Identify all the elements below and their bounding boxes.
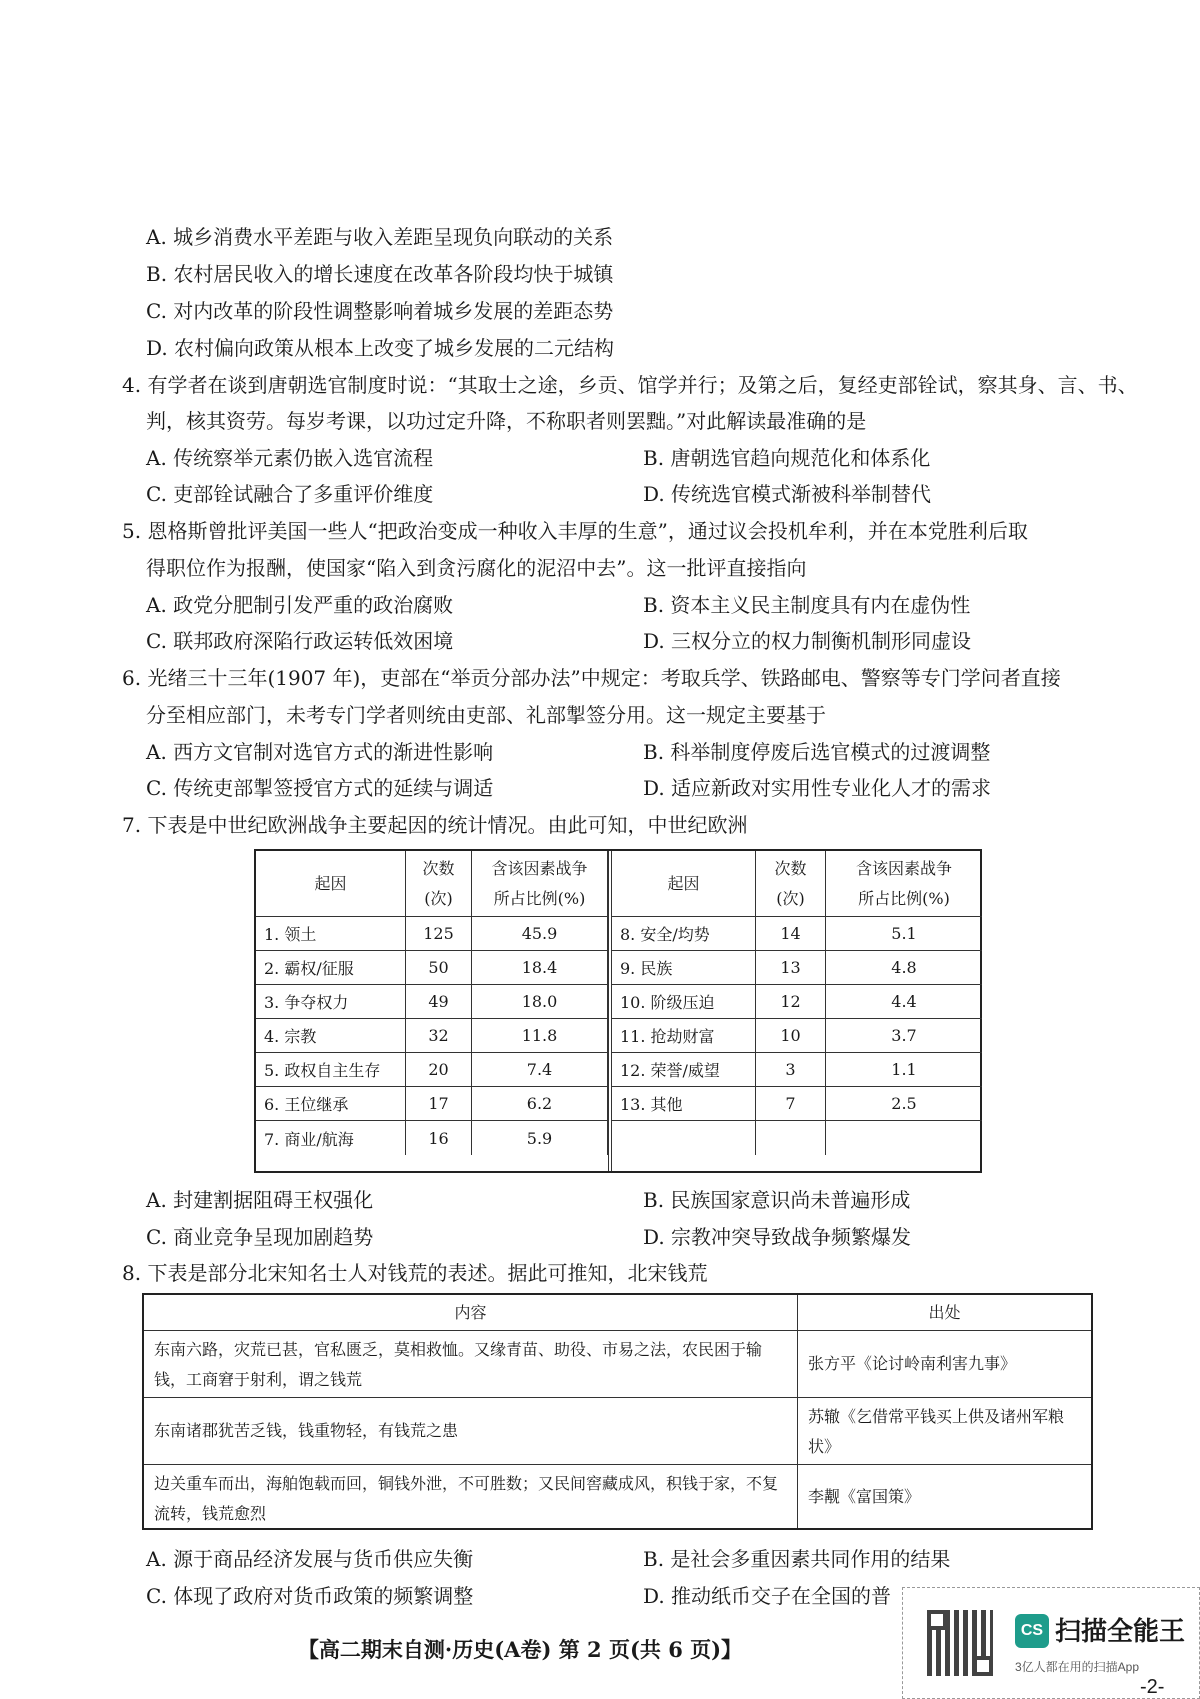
table-cell-count: 12	[756, 985, 826, 1019]
q4-stem-line-1: 4. 有学者在谈到唐朝选官制度时说：“其取士之途，乡贡、馆学并行；及第之后，复经吏部铨试，察其身、言、书、	[122, 373, 1138, 397]
camscanner-logo: CS	[1015, 1614, 1049, 1648]
q8-option-b: B. 是社会多重因素共同作用的结果	[643, 1547, 951, 1571]
table-cell-pct: 5.1	[826, 917, 982, 951]
table-cell-pct: 11.8	[472, 1019, 608, 1053]
q7-option-c: C. 商业竞争呈现加剧趋势	[146, 1225, 374, 1249]
table-cell-pct: 1.1	[826, 1053, 982, 1087]
q7-stem: 7. 下表是中世纪欧洲战争主要起因的统计情况。由此可知，中世纪欧洲	[122, 813, 748, 837]
col-header-pct: 含该因素战争 所占比例(%)	[472, 851, 608, 917]
table-right-half	[612, 851, 982, 1171]
table-cell-cause: 13. 其他	[612, 1087, 756, 1121]
table-cell-pct: 2.5	[826, 1087, 982, 1121]
table-cell-count: 14	[756, 917, 826, 951]
table-cell-cause: 8. 安全/均势	[612, 917, 756, 951]
q3-option-b: B. 农村居民收入的增长速度在改革各阶段均快于城镇	[146, 262, 614, 286]
table-cell-cause: 2. 霸权/征服	[256, 951, 406, 985]
table-cell-cause: 3. 争夺权力	[256, 985, 406, 1019]
war-causes-table	[254, 849, 982, 1173]
table-cell-cause: 6. 王位继承	[256, 1087, 406, 1121]
q5-stem-line-1: 5. 恩格斯曾批评美国一些人“把政治变成一种收入丰厚的生意”，通过议会投机牟利，并在本党胜利后取	[122, 519, 1028, 543]
table-cell-count: 16	[406, 1121, 472, 1155]
table-cell-count: 3	[756, 1053, 826, 1087]
q7-option-a: A. 封建割据阻碍王权强化	[146, 1188, 374, 1212]
q4-option-d: D. 传统选官模式渐被科举制替代	[643, 482, 932, 506]
table-cell-count: 20	[406, 1053, 472, 1087]
table-cell-pct: 5.9	[472, 1121, 608, 1155]
q3-option-c: C. 对内改革的阶段性调整影响着城乡发展的差距态势	[146, 299, 614, 323]
table-cell-pct: 4.4	[826, 985, 982, 1019]
table-cell-cause: 4. 宗教	[256, 1019, 406, 1053]
table-cell-pct: 7.4	[472, 1053, 608, 1087]
table-row-source: 张方平《论讨岭南利害九事》	[798, 1331, 1091, 1398]
q6-option-a: A. 西方文官制对选官方式的渐进性影响	[146, 740, 494, 764]
table-row-source: 苏辙《乞借常平钱买上供及诸州军粮状》	[798, 1398, 1091, 1465]
money-shortage-table	[142, 1293, 1093, 1530]
table-left-half	[256, 851, 608, 1171]
table-cell-count: 10	[756, 1019, 826, 1053]
table-cell-cause: 9. 民族	[612, 951, 756, 985]
col-header-cause: 起因	[256, 851, 406, 917]
table-cell-count: 32	[406, 1019, 472, 1053]
table-cell-pct	[826, 1121, 982, 1155]
q5-option-d: D. 三权分立的权力制衡机制形同虚设	[643, 629, 972, 653]
table-cell-pct: 45.9	[472, 917, 608, 951]
table-cell-count: 50	[406, 951, 472, 985]
q6-option-b: B. 科举制度停废后选官模式的过渡调整	[643, 740, 991, 764]
table-cell-cause: 1. 领土	[256, 917, 406, 951]
table-cell-count: 17	[406, 1087, 472, 1121]
q6-stem-line-1: 6. 光绪三十三年(1907 年)，吏部在“举贡分部办法”中规定：考取兵学、铁路邮电、警察等专门学问者直接	[122, 666, 1061, 690]
table-cell-cause	[612, 1121, 756, 1155]
col-header-pct: 含该因素战争 所占比例(%)	[826, 851, 982, 917]
q6-option-d: D. 适应新政对实用性专业化人才的需求	[643, 776, 992, 800]
col-header-content: 内容	[144, 1295, 798, 1331]
q3-option-d: D. 农村偏向政策从根本上改变了城乡发展的二元结构	[146, 336, 615, 360]
table-cell-pct: 6.2	[472, 1087, 608, 1121]
table-cell-cause: 7. 商业/航海	[256, 1121, 406, 1155]
table-row-content: 东南诸郡犹苦乏钱，钱重物轻，有钱荒之患	[144, 1398, 798, 1465]
page-number-mark: -2-	[1140, 1676, 1165, 1698]
q8-option-a: A. 源于商品经济发展与货币供应失衡	[146, 1547, 474, 1571]
q4-option-a: A. 传统察举元素仍嵌入选官流程	[146, 446, 434, 470]
table-cell-count: 7	[756, 1087, 826, 1121]
table-cell-pct: 18.4	[472, 951, 608, 985]
q6-stem-line-2: 分至相应部门，未考专门学者则统由吏部、礼部掣签分用。这一规定主要基于	[146, 703, 826, 727]
table-cell-count: 125	[406, 917, 472, 951]
table-cell-count: 13	[756, 951, 826, 985]
table-row-content: 东南六路，灾荒已甚，官私匮乏，莫相救恤。又缘青苗、助役、市易之法，农民困于输钱，工商窘于射利，谓之钱荒	[144, 1331, 798, 1398]
q7-option-d: D. 宗教冲突导致战争频繁爆发	[643, 1225, 912, 1249]
table-cell-count	[756, 1121, 826, 1155]
table-cell-pct: 4.8	[826, 951, 982, 985]
qr-code-icon	[927, 1610, 993, 1676]
scanner-app-subtitle: 3亿人都在用的扫描App	[1015, 1660, 1140, 1674]
q7-option-b: B. 民族国家意识尚未普遍形成	[643, 1188, 911, 1212]
col-header-cause: 起因	[612, 851, 756, 917]
q5-option-a: A. 政党分肥制引发严重的政治腐败	[146, 593, 454, 617]
table-cell-pct: 18.0	[472, 985, 608, 1019]
table-cell-count: 49	[406, 985, 472, 1019]
q4-option-c: C. 吏部铨试融合了多重评价维度	[146, 482, 434, 506]
q5-option-b: B. 资本主义民主制度具有内在虚伪性	[643, 593, 971, 617]
table-cell-pct: 3.7	[826, 1019, 982, 1053]
page-footer: 【高二期末自测·历史(A卷) 第 2 页(共 6 页)】	[297, 1637, 743, 1662]
col-header-count: 次数 (次)	[756, 851, 826, 917]
col-header-count: 次数 (次)	[406, 851, 472, 917]
q4-stem-line-2: 判，核其资劳。每岁考课，以功过定升降，不称职者则罢黜。”对此解读最准确的是	[146, 409, 867, 433]
scanner-app-title: 扫描全能王	[1055, 1616, 1186, 1646]
table-row-source: 李觏《富国策》	[808, 1486, 921, 1506]
col-header-source: 出处	[798, 1295, 1091, 1331]
table-cell-cause: 5. 政权自主生存	[256, 1053, 406, 1087]
table-row-content: 边关重车而出，海舶饱载而回，铜钱外泄，不可胜数；又民间窖藏成风，积钱于家，不复流转，钱荒愈烈	[144, 1465, 798, 1528]
q6-option-c: C. 传统吏部掣签授官方式的延续与调适	[146, 776, 494, 800]
table-cell-cause: 10. 阶级压迫	[612, 985, 756, 1019]
q8-stem: 8. 下表是部分北宋知名士人对钱荒的表述。据此可推知，北宋钱荒	[122, 1261, 708, 1285]
q8-option-d: D. 推动纸币交子在全国的普	[643, 1584, 892, 1608]
table-cell-cause: 11. 抢劫财富	[612, 1019, 756, 1053]
q5-option-c: C. 联邦政府深陷行政运转低效困境	[146, 629, 454, 653]
q5-stem-line-2: 得职位作为报酬，使国家“陷入到贪污腐化的泥沼中去”。这一批评直接指向	[146, 556, 807, 580]
q3-option-a: A. 城乡消费水平差距与收入差距呈现负向联动的关系	[146, 225, 614, 249]
q8-option-c: C. 体现了政府对货币政策的频繁调整	[146, 1584, 474, 1608]
q4-option-b: B. 唐朝选官趋向规范化和体系化	[643, 446, 931, 470]
table-cell-cause: 12. 荣誉/威望	[612, 1053, 756, 1087]
